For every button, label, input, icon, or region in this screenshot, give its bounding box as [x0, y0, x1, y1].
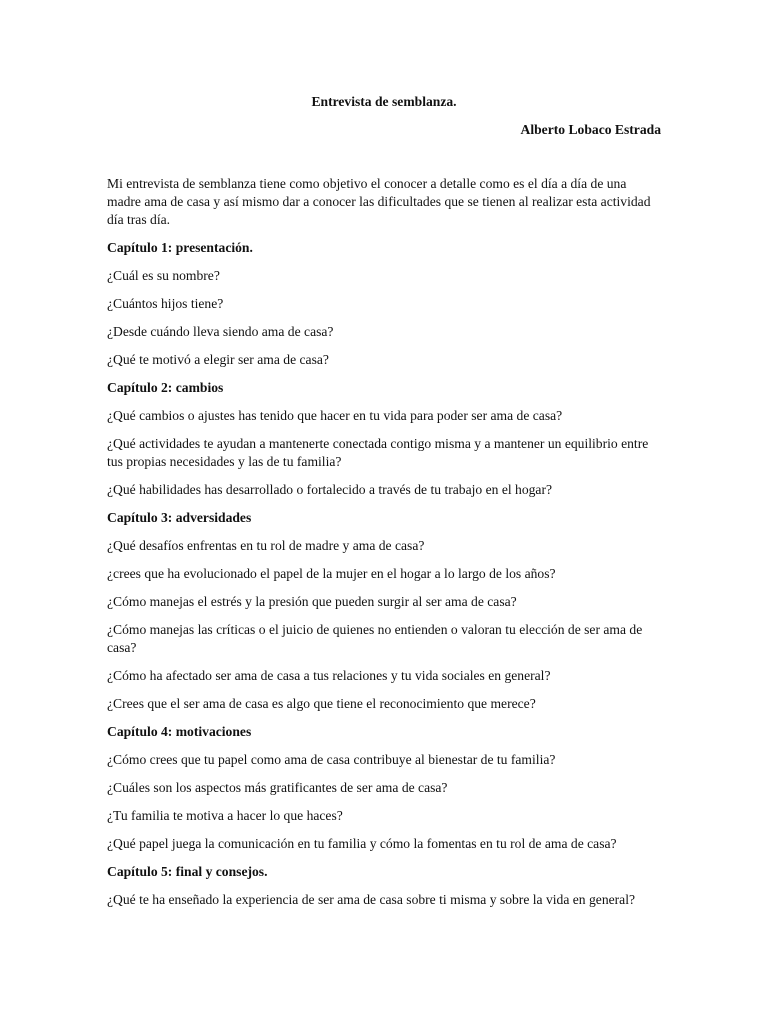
question-item: ¿Qué cambios o ajustes has tenido que hacer en tu vida para poder ser ama de casa?	[107, 408, 563, 423]
chapter-heading: Capítulo 2: cambios	[107, 380, 224, 395]
question-item: ¿Qué te ha enseñado la experiencia de ser ama de casa sobre ti misma y sobre la vida en general?	[107, 892, 636, 907]
chapter-2	[107, 379, 663, 499]
question-item: ¿Qué habilidades has desarrollado o fortalecido a través de tu trabajo en el hogar?	[107, 482, 553, 497]
question-item: ¿crees que ha evolucionado el papel de la mujer en el hogar a lo largo de los años?	[107, 566, 556, 581]
chapter-heading: Capítulo 5: final y consejos.	[107, 864, 268, 879]
question-item: ¿Cuántos hijos tiene?	[107, 296, 224, 311]
question-item: ¿Qué te motivó a elegir ser ama de casa?	[107, 352, 329, 367]
document-body	[107, 175, 663, 919]
question-item: ¿Cómo manejas las críticas o el juicio de quienes no entienden o valoran tu elección de ser ama de casa?	[107, 622, 643, 655]
document-title: Entrevista de semblanza.	[311, 94, 457, 109]
question-item: ¿Qué desafíos enfrentas en tu rol de madre y ama de casa?	[107, 538, 425, 553]
question-item: ¿Desde cuándo lleva siendo ama de casa?	[107, 324, 334, 339]
chapter-4	[107, 723, 663, 853]
question-item: ¿Cuáles son los aspectos más gratificantes de ser ama de casa?	[107, 780, 448, 795]
question-item: ¿Tu familia te motiva a hacer lo que haces?	[107, 808, 343, 823]
document-author: Alberto Lobaco Estrada	[520, 122, 661, 137]
question-item: ¿Crees que el ser ama de casa es algo que tiene el reconocimiento que merece?	[107, 696, 536, 711]
question-item: ¿Qué actividades te ayudan a mantenerte conectada contigo misma y a mantener un equilibrio entre tus propias necesidades y las de tu familia?	[107, 436, 649, 469]
chapter-5	[107, 863, 663, 909]
chapter-heading: Capítulo 4: motivaciones	[107, 724, 252, 739]
chapter-3	[107, 509, 663, 713]
question-item: ¿Cómo manejas el estrés y la presión que pueden surgir al ser ama de casa?	[107, 594, 517, 609]
question-item: ¿Qué papel juega la comunicación en tu familia y cómo la fomentas en tu rol de ama de casa?	[107, 836, 617, 851]
chapter-heading: Capítulo 3: adversidades	[107, 510, 252, 525]
chapter-1	[107, 239, 663, 369]
chapter-heading: Capítulo 1: presentación.	[107, 240, 253, 255]
question-item: ¿Cuál es su nombre?	[107, 268, 220, 283]
intro-paragraph: Mi entrevista de semblanza tiene como objetivo el conocer a detalle como es el día a día de una madre ama de casa y así mismo dar a conocer las dificultades que se tienen al realizar esta actividad día tras día.	[107, 176, 651, 227]
question-item: ¿Cómo crees que tu papel como ama de casa contribuye al bienestar de tu familia?	[107, 752, 556, 767]
question-item: ¿Cómo ha afectado ser ama de casa a tus relaciones y tu vida sociales en general?	[107, 668, 551, 683]
